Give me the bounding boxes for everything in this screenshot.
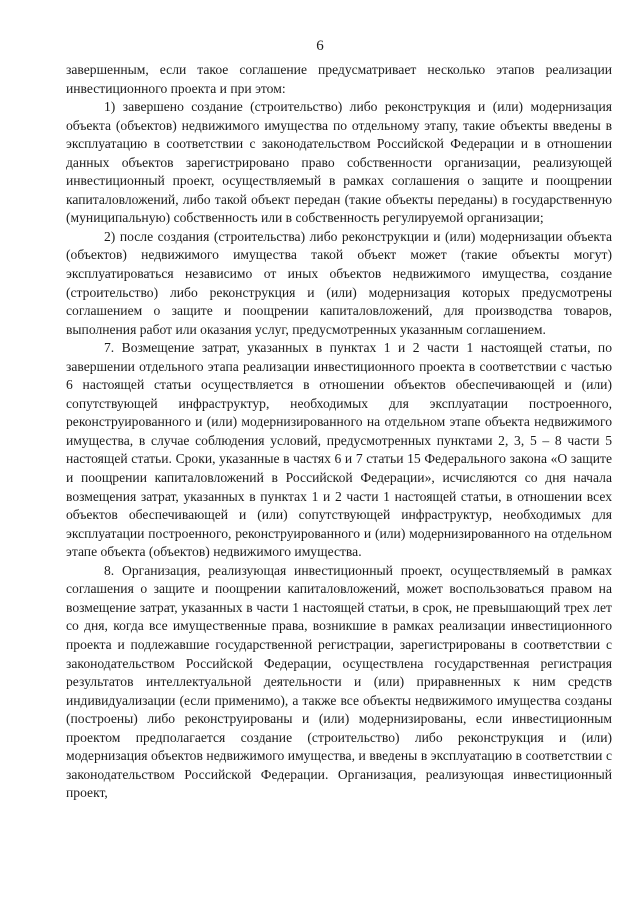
paragraph-continuation: завершенным, если такое соглашение предусматривает несколько этапов реализации инвестиционного проекта и при этом: bbox=[66, 62, 612, 96]
document-body bbox=[66, 61, 612, 803]
page-number: 6 bbox=[316, 38, 324, 54]
paragraph-item-1: 1) завершено создание (строительство) либо реконструкция и (или) модернизация объекта (объектов) недвижимого имущества по отдельному этапу, такие объекты введены в эксплуатацию в соответствии с законодательством Российской Федерации и в отношении данных объектов зарегистрировано право собственности организации, реализующей инвестиционный проект, осуществляемый в рамках соглашения о защите и поощрении капиталовложений, либо такой объект передан (такие объекты переданы) в государственную (муниципальную) собственность или в собственность регулируемой организации; bbox=[66, 99, 612, 226]
paragraph-clause-7: 7. Возмещение затрат, указанных в пунктах 1 и 2 части 1 настоящей статьи, по завершении отдельного этапа реализации инвестиционного проекта в соответствии с частью 6 настоящей статьи осуществляется в отношении объектов обеспечивающей и (или) сопутствующей инфраструктур, необходимых для эксплуатации построенного, реконструированного и (или) модернизированного на отдельном этапе объекта недвижимого имущества, в случае соблюдения условий, предусмотренных пунктами 2, 3, 5 – 8 части 5 настоящей статьи. Сроки, указанные в частях 6 и 7 статьи 15 Федерального закона «О защите и поощрении капиталовложений в Российской Федерации», исчисляются со дня начала возмещения затрат, указанных в пунктах 1 и 2 части 1 настоящей статьи, в отношении всех объектов обеспечивающей и (или) сопутствующей инфраструктур, необходимых для эксплуатации построенного, реконструированного и (или) модернизированного на отдельном этапе объекта (объектов) недвижимого имущества. bbox=[66, 340, 612, 560]
paragraph-item-2: 2) после создания (строительства) либо реконструкции и (или) модернизации объекта (объектов) недвижимого имущества такой объект может (такие объекты могут) эксплуатироваться независимо от иных объектов недвижимого имущества, создание (строительство) либо реконструкция и (или) модернизация которых предусмотрены соглашением о защите и поощрении капиталовложений, для производства товаров, выполнения работ или оказания услуг, предусмотренных указанным соглашением. bbox=[66, 228, 612, 337]
paragraph-clause-8: 8. Организация, реализующая инвестиционный проект, осуществляемый в рамках соглашения о защите и поощрении капиталовложений, может воспользоваться правом на возмещение затрат, указанных в части 1 настоящей статьи, в срок, не превышающий трех лет со дня, когда все имущественные права, возникшие в рамках реализации инвестиционного проекта и подлежавшие государственной регистрации, зарегистрированы в соответствии с законодательством Российской Федерации, осуществлена государственная регистрация результатов интеллектуальной деятельности и (или) приравненных к ним средств индивидуализации (если применимо), а также все объекты недвижимого имущества созданы (построены) либо реконструированы и (или) модернизированы, если инвестиционным проектом предполагается создание (строительство) либо реконструкция и (или) модернизация объектов недвижимого имущества, и введены в эксплуатацию в соответствии с законодательством Российской Федерации. Организация, реализующая инвестиционный проект, bbox=[66, 562, 612, 801]
